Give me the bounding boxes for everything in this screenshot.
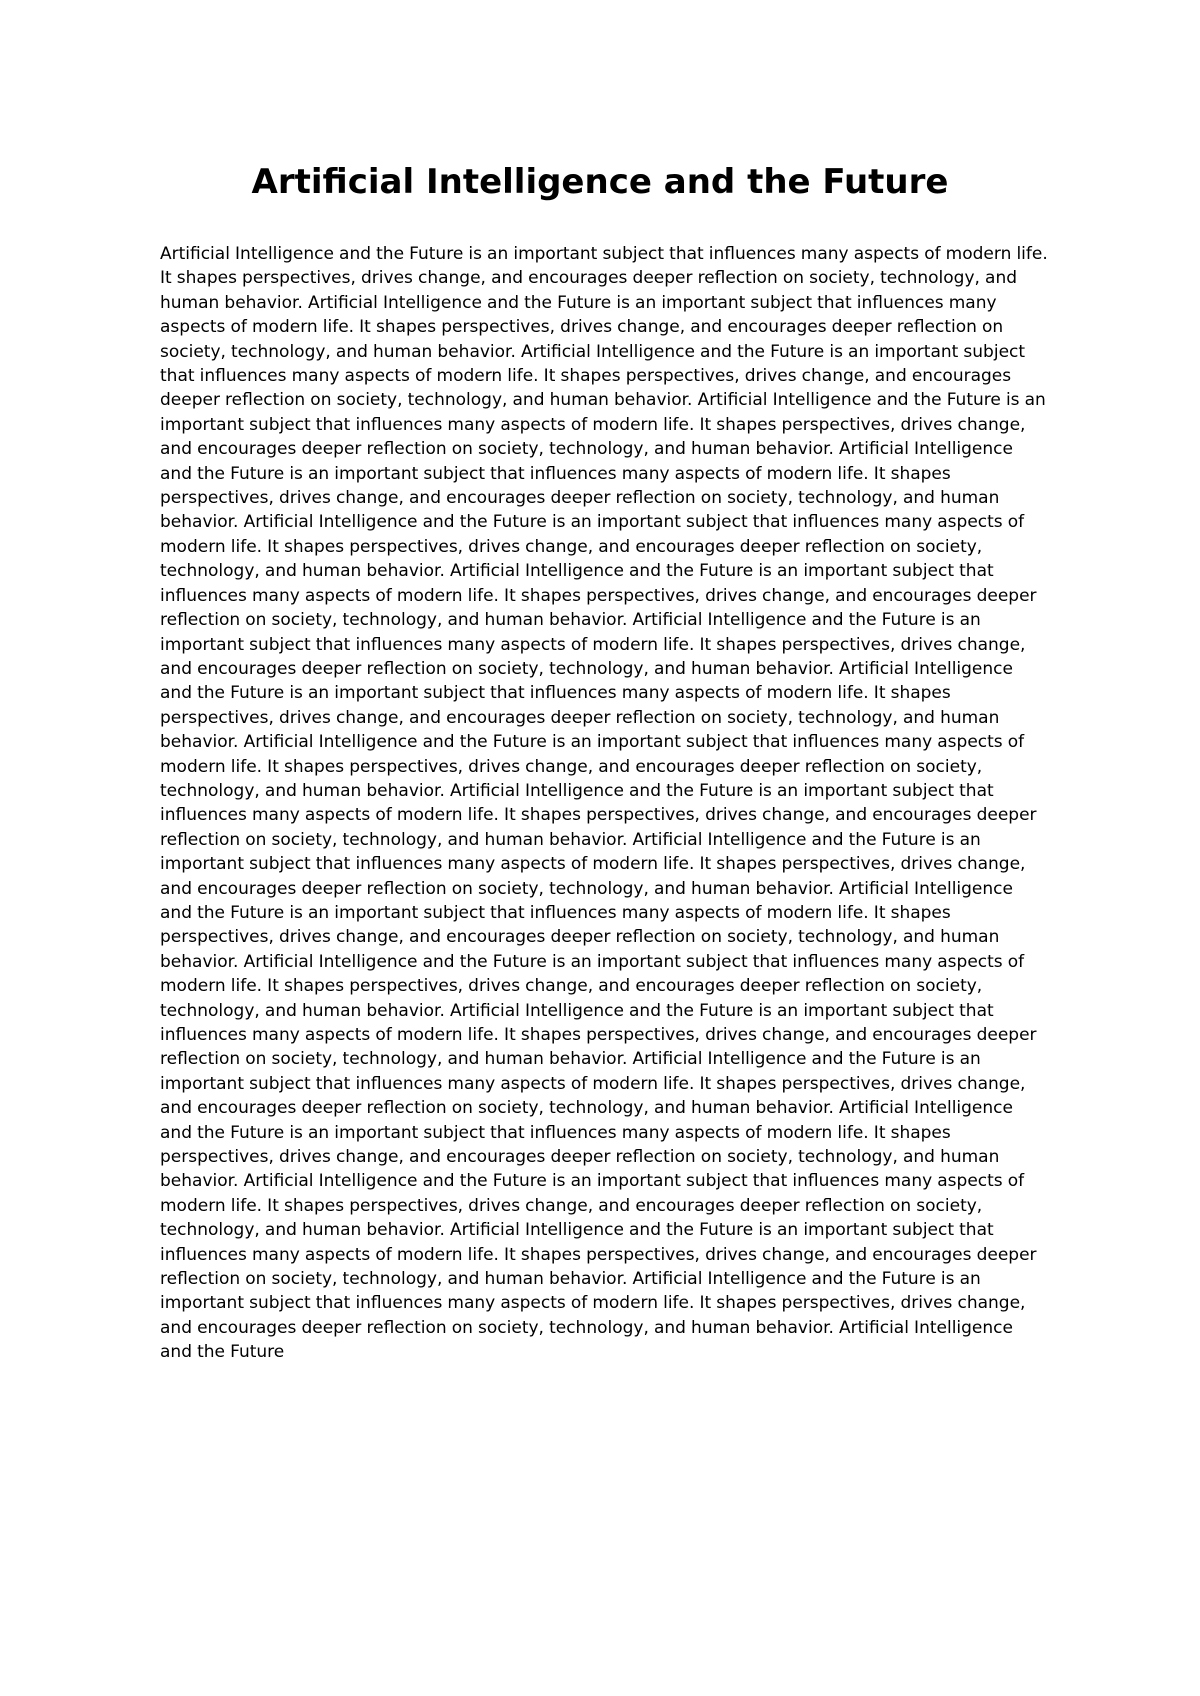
page-title: Artificial Intelligence and the Future: [251, 162, 949, 202]
body-paragraph: Artificial Intelligence and the Future is an important subject that influences many aspects of modern life. It shapes perspectives, drives change, and encourages deeper reflection on society, technology, and human behavior. Artificial Intelligence and the Future is an important subject that influences many aspects of modern life. It shapes perspectives, drives change, and encourages deeper reflection on society, technology, and human behavior. Artificial Intelligence and the Future is an important subject that influences many aspects of modern life. It shapes perspectives, drives change, and encourages deeper reflection on society, technology, and human behavior. Artificial Intelligence and the Future is an important subject that influences many aspects of modern life. It shapes perspectives, drives change, and encourages deeper reflection on society, technology, and human behavior. Artificial Intelligence and the Future is an important subject that influences many aspects of modern life. It shapes perspectives, drives change, and encourages deeper reflection on society, technology, and human behavior. Artificial Intelligence and the Future is an important subject that influences many aspects of modern life. It shapes perspectives, drives change, and encourages deeper reflection on society, technology, and human behavior. Artificial Intelligence and the Future is an important subject that influences many aspects of modern life. It shapes perspectives, drives change, and encourages deeper reflection on society, technology, and human behavior. Artificial Intelligence and the Future is an important subject that influences many aspects of modern life. It shapes perspectives, drives change, and encourages deeper reflection on society, technology, and human behavior. Artificial Intelligence and the Future is an important subject that influences many aspects of modern life. It shapes perspectives, drives change, and encourages deeper reflection on society, technology, and human behavior. Artificial Intelligence and the Future is an important subject that influences many aspects of modern life. It shapes perspectives, drives change, and encourages deeper reflection on society, technology, and human behavior. Artificial Intelligence and the Future is an important subject that influences many aspects of modern life. It shapes perspectives, drives change, and encourages deeper reflection on society, technology, and human behavior. Artificial Intelligence and the Future is an important subject that influences many aspects of modern life. It shapes perspectives, drives change, and encourages deeper reflection on society, technology, and human behavior. Artificial Intelligence and the Future is an important subject that influences many aspects of modern life. It shapes perspectives, drives change, and encourages deeper reflection on society, technology, and human behavior. Artificial Intelligence and the Future is an important subject that influences many aspects of modern life. It shapes perspectives, drives change, and encourages deeper reflection on society, technology, and human behavior. Artificial Intelligence and the Future is an important subject that influences many aspects of modern life. It shapes perspectives, drives change, and encourages deeper reflection on society, technology, and human behavior. Artificial Intelligence and the Future is an important subject that influences many aspects of modern life. It shapes perspectives, drives change, and encourages deeper reflection on society, technology, and human behavior. Artificial Intelligence and the Future is an important subject that influences many aspects of modern life. It shapes perspectives, drives change, and encourages deeper reflection on society, technology, and human behavior. Artificial Intelligence and the Future is an important subject that influences many aspects of modern life. It shapes perspectives, drives change, and encourages deeper reflection on society, technology, and human behavior. Artificial Intelligence and the Future is an important subject that influences many aspects of modern life. It shapes perspectives, drives change, and encourages deeper reflection on society, technology, and human behavior. Artificial Intelligence and the Future is an important subject that influences many aspects of modern life. It shapes perspectives, drives change, and encourages deeper reflection on society, technology, and human behavior. Artificial Intelligence and the Future: [160, 244, 1048, 1363]
